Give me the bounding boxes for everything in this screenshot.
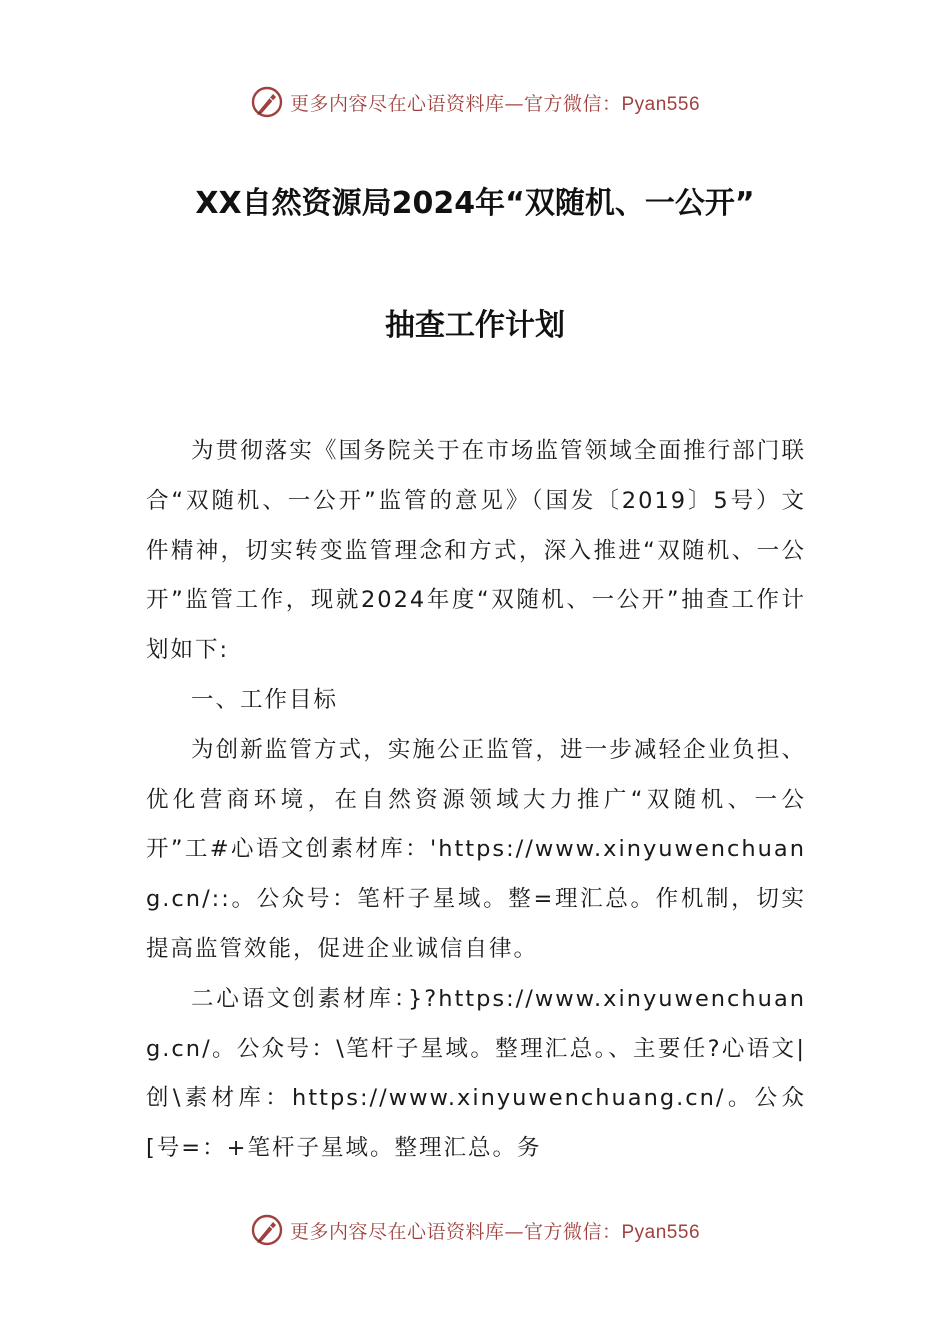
wechat-id: Pyan556: [621, 93, 701, 115]
footer-banner: [0, 1208, 950, 1252]
paragraph-tasks: 二心语文创素材库：}?https://www.xinyuwenchuang.cn/。公众号：\笔杆子星域。整理汇总。、主要任?心语文|创\素材库：https://www.xinyuwenchuang.cn/。公众[号=：+笔杆子星域。整理汇总。务: [146, 985, 806, 1162]
document-title-line-2: 抽查工作计划: [385, 308, 565, 343]
paragraph-intro: 为贯彻落实《国务院关于在市场监管领域全面推行部门联合“双随机、一公开”监管的意见》（国发〔2019〕5号）文件精神，切实转变监管理念和方式，深入推进“双随机、一公开”监管工作，现就2024年度“双随机、一公开”抽查工作计划如下:: [146, 438, 806, 664]
wechat-id: Pyan556: [621, 1221, 701, 1243]
section-heading-goal: 一、工作目标: [191, 686, 339, 713]
pen-logo-icon: [250, 1213, 284, 1247]
document-body: [146, 427, 806, 1174]
banner-text: 更多内容尽在心语资料库—官方微信：Pyan556: [289, 92, 701, 115]
header-banner: [0, 80, 950, 124]
pen-logo-icon: [250, 85, 284, 119]
document-title-line-1: XX自然资源局2024年“双随机、一公开”: [195, 186, 755, 221]
paragraph-goal: 为创新监管方式，实施公正监管，进一步减轻企业负担、优化营商环境，在自然资源领域大力推广“双随机、一公开”工#心语文创素材库：'https://www.xinyuwenchuang.cn/::。公众号：笔杆子星域。整=理汇总。作机制，切实提高监管效能，促进企业诚信自律。: [146, 736, 806, 962]
banner-text: 更多内容尽在心语资料库—官方微信：Pyan556: [289, 1220, 701, 1243]
